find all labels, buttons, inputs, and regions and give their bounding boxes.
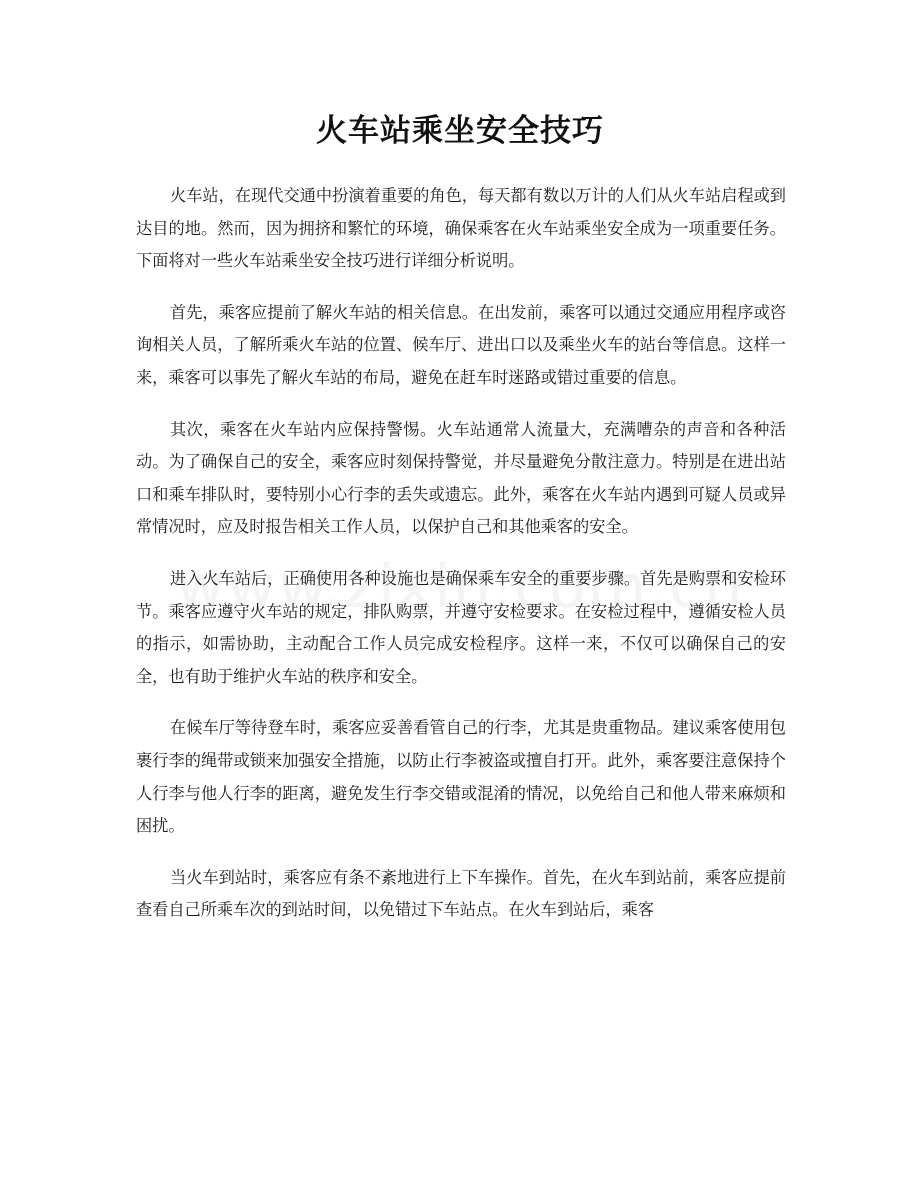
paragraph-1: 火车站，在现代交通中扮演着重要的角色，每天都有数以万计的人们从火车站启程或到达目的地。然而，因为拥挤和繁忙的环境，确保乘客在火车站乘坐安全成为一项重要任务。下面将对一些火车站乘坐安全技巧进行详细分析说明。 [136,186,786,271]
paragraph-2: 首先，乘客应提前了解火车站的相关信息。在出发前，乘客可以通过交通应用程序或咨询相关人员，了解所乘火车站的位置、候车厅、进出口以及乘坐火车的站台等信息。这样一来，乘客可以事先了解火车站的布局，避免在赶车时迷路或错过重要的信息。 [136,302,786,387]
paragraph-3: 其次，乘客在火车站内应保持警惕。火车站通常人流量大，充满嘈杂的声音和各种活动。为了确保自己的安全，乘客应时刻保持警觉，并尽量避免分散注意力。特别是在进出站口和乘车排队时，要特别小心行李的丢失或遗忘。此外，乘客在火车站内遇到可疑人员或异常情况时，应及时报告相关工作人员，以保护自己和其他乘客的安全。 [136,419,786,537]
page-title: 火车站乘坐安全技巧 [316,113,604,149]
paragraph-4: 进入火车站后，正确使用各种设施也是确保乘车安全的重要步骤。首先是购票和安检环节。乘客应遵守火车站的规定，排队购票，并遵守安检要求。在安检过程中，遵循安检人员的指示，如需协助，主动配合工作人员完成安检程序。这样一来，不仅可以确保自己的安全，也有助于维护火车站的秩序和安全。 [136,568,786,686]
paragraph-6: 当火车到站时，乘客应有条不紊地进行上下车操作。首先，在火车到站前，乘客应提前查看自己所乘车次的到站时间，以免错过下车站点。在火车到站后，乘客 [136,867,786,920]
paragraph-5: 在候车厅等待登车时，乘客应妥善看管自己的行李，尤其是贵重物品。建议乘客使用包裹行李的绳带或锁来加强安全措施，以防止行李被盗或擅自打开。此外，乘客要注意保持个人行李与他人行李的距离，避免发生行李交错或混淆的情况，以免给自己和他人带来麻烦和困扰。 [136,718,786,836]
document-body [136,180,786,946]
